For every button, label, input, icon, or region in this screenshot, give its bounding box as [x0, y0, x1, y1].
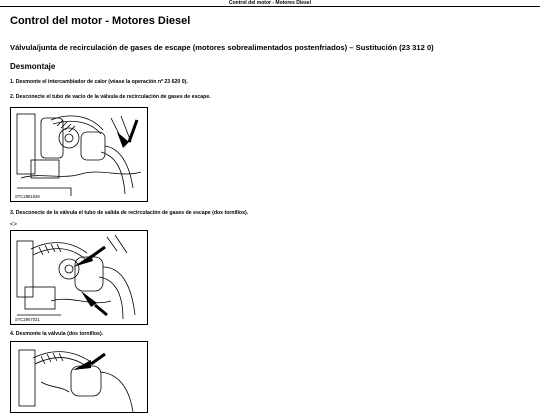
- figure-1-label: STC2981938: [15, 194, 40, 199]
- engine-drawing-3: [11, 342, 147, 412]
- step-1: 1. Desmonte el intercambiador de calor (véase la operación nº 23 620 0).: [10, 79, 188, 85]
- pointer-arrow-2b: [81, 291, 97, 307]
- figure-2-label: STC2907031: [15, 317, 40, 322]
- running-header: Control del motor - Motores Diesel: [0, 0, 540, 7]
- step-3: 3. Desconecte de la válvula el tubo de salida de recirculación de gases de escape (dos tornillos).: [10, 210, 249, 216]
- step-4: 4. Desmonte la válvula (dos tornillos).: [10, 331, 104, 337]
- step-2: 2. Desconecte el tubo de vacío de la válvula de recirculación de gases de escape.: [10, 94, 211, 100]
- pointer-arrow-1: [117, 132, 129, 148]
- pointer-arrow-3: [73, 360, 91, 370]
- subsection-title: Desmontaje: [10, 62, 56, 71]
- procedure-title: Válvula/junta de recirculación de gases de escape (motores sobrealimentados postenfriados) – Sustitución (23 312 0): [10, 43, 434, 52]
- engine-drawing-1: [11, 108, 147, 201]
- figure-1-illustration: [10, 107, 148, 202]
- figure-3-illustration: [10, 341, 148, 413]
- note-symbol: <>: [10, 222, 18, 228]
- page-title: Control del motor - Motores Diesel: [10, 15, 191, 27]
- engine-drawing-2: [11, 231, 147, 324]
- figure-2-illustration: [10, 230, 148, 325]
